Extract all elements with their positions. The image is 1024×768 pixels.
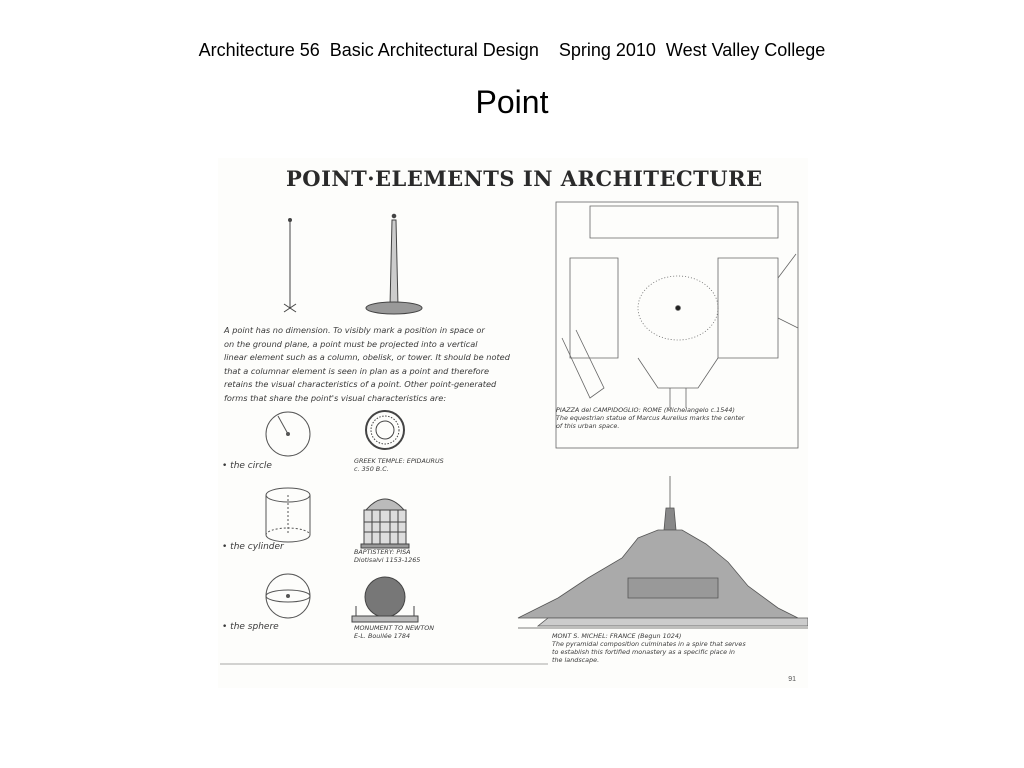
intro-line: forms that share the point's visual characteristics are: [224, 392, 447, 403]
caption-mont-saint-michel: MONT S. MICHEL: FRANCE (Begun 1024) The pyramidal composition culminates in a spire that serves to establish this fortified monastery as a specific place in the landscape. [552, 632, 746, 664]
newton-monument-drawing [352, 577, 418, 622]
sphere-form-drawing [266, 574, 310, 618]
page-number: 91 [788, 676, 796, 683]
circle-form-drawing [266, 412, 310, 456]
plate-title: POINT·ELEMENTS IN ARCHITECTURE [286, 166, 763, 191]
textbook-plate [218, 158, 808, 688]
intro-text [224, 324, 536, 406]
slide-title: Point [475, 84, 549, 120]
mont-saint-michel-drawing [518, 476, 808, 628]
caption-greek-temple: GREEK TEMPLE: EPIDAURUS c. 350 B.C. [354, 457, 444, 473]
intro-line: A point has no dimension. To visibly mark a position in space or [224, 325, 485, 335]
cylinder-form-drawing [266, 488, 310, 542]
intro-line: linear element such as a column, obelisk, or tower. It should be noted [224, 352, 510, 363]
caption-baptistery: BAPTISTERY: PISA Diotisalvi 1153-1265 [354, 548, 421, 564]
baptistery-drawing [361, 499, 409, 548]
caption-newton-monument: MONUMENT TO NEWTON E-L. Boullée 1784 [354, 624, 435, 640]
temple-plan-drawing [366, 411, 404, 449]
intro-line: on the ground plane, a point must be projected into a vertical [224, 338, 478, 349]
form-label-cylinder: • the cylinder [222, 542, 284, 552]
course-header: Architecture 56 Basic Architectural Design Spring 2010 West Valley College [198, 40, 826, 60]
form-label-sphere: • the sphere [222, 622, 279, 632]
intro-line: that a columnar element is seen in plan as a point and therefore [224, 365, 490, 376]
caption-campidoglio: PIAZZA del CAMPIDOGLIO: ROME (Michelangelo c.1544) The equestrian statue of Marcus Aurelius marks the center of this urban space. [556, 406, 745, 430]
vertical-line-drawing [284, 219, 296, 313]
form-label-circle: • the circle [222, 461, 272, 471]
intro-line: retains the visual characteristics of a point. Other point-generated [224, 379, 497, 390]
obelisk-drawing [366, 214, 422, 314]
